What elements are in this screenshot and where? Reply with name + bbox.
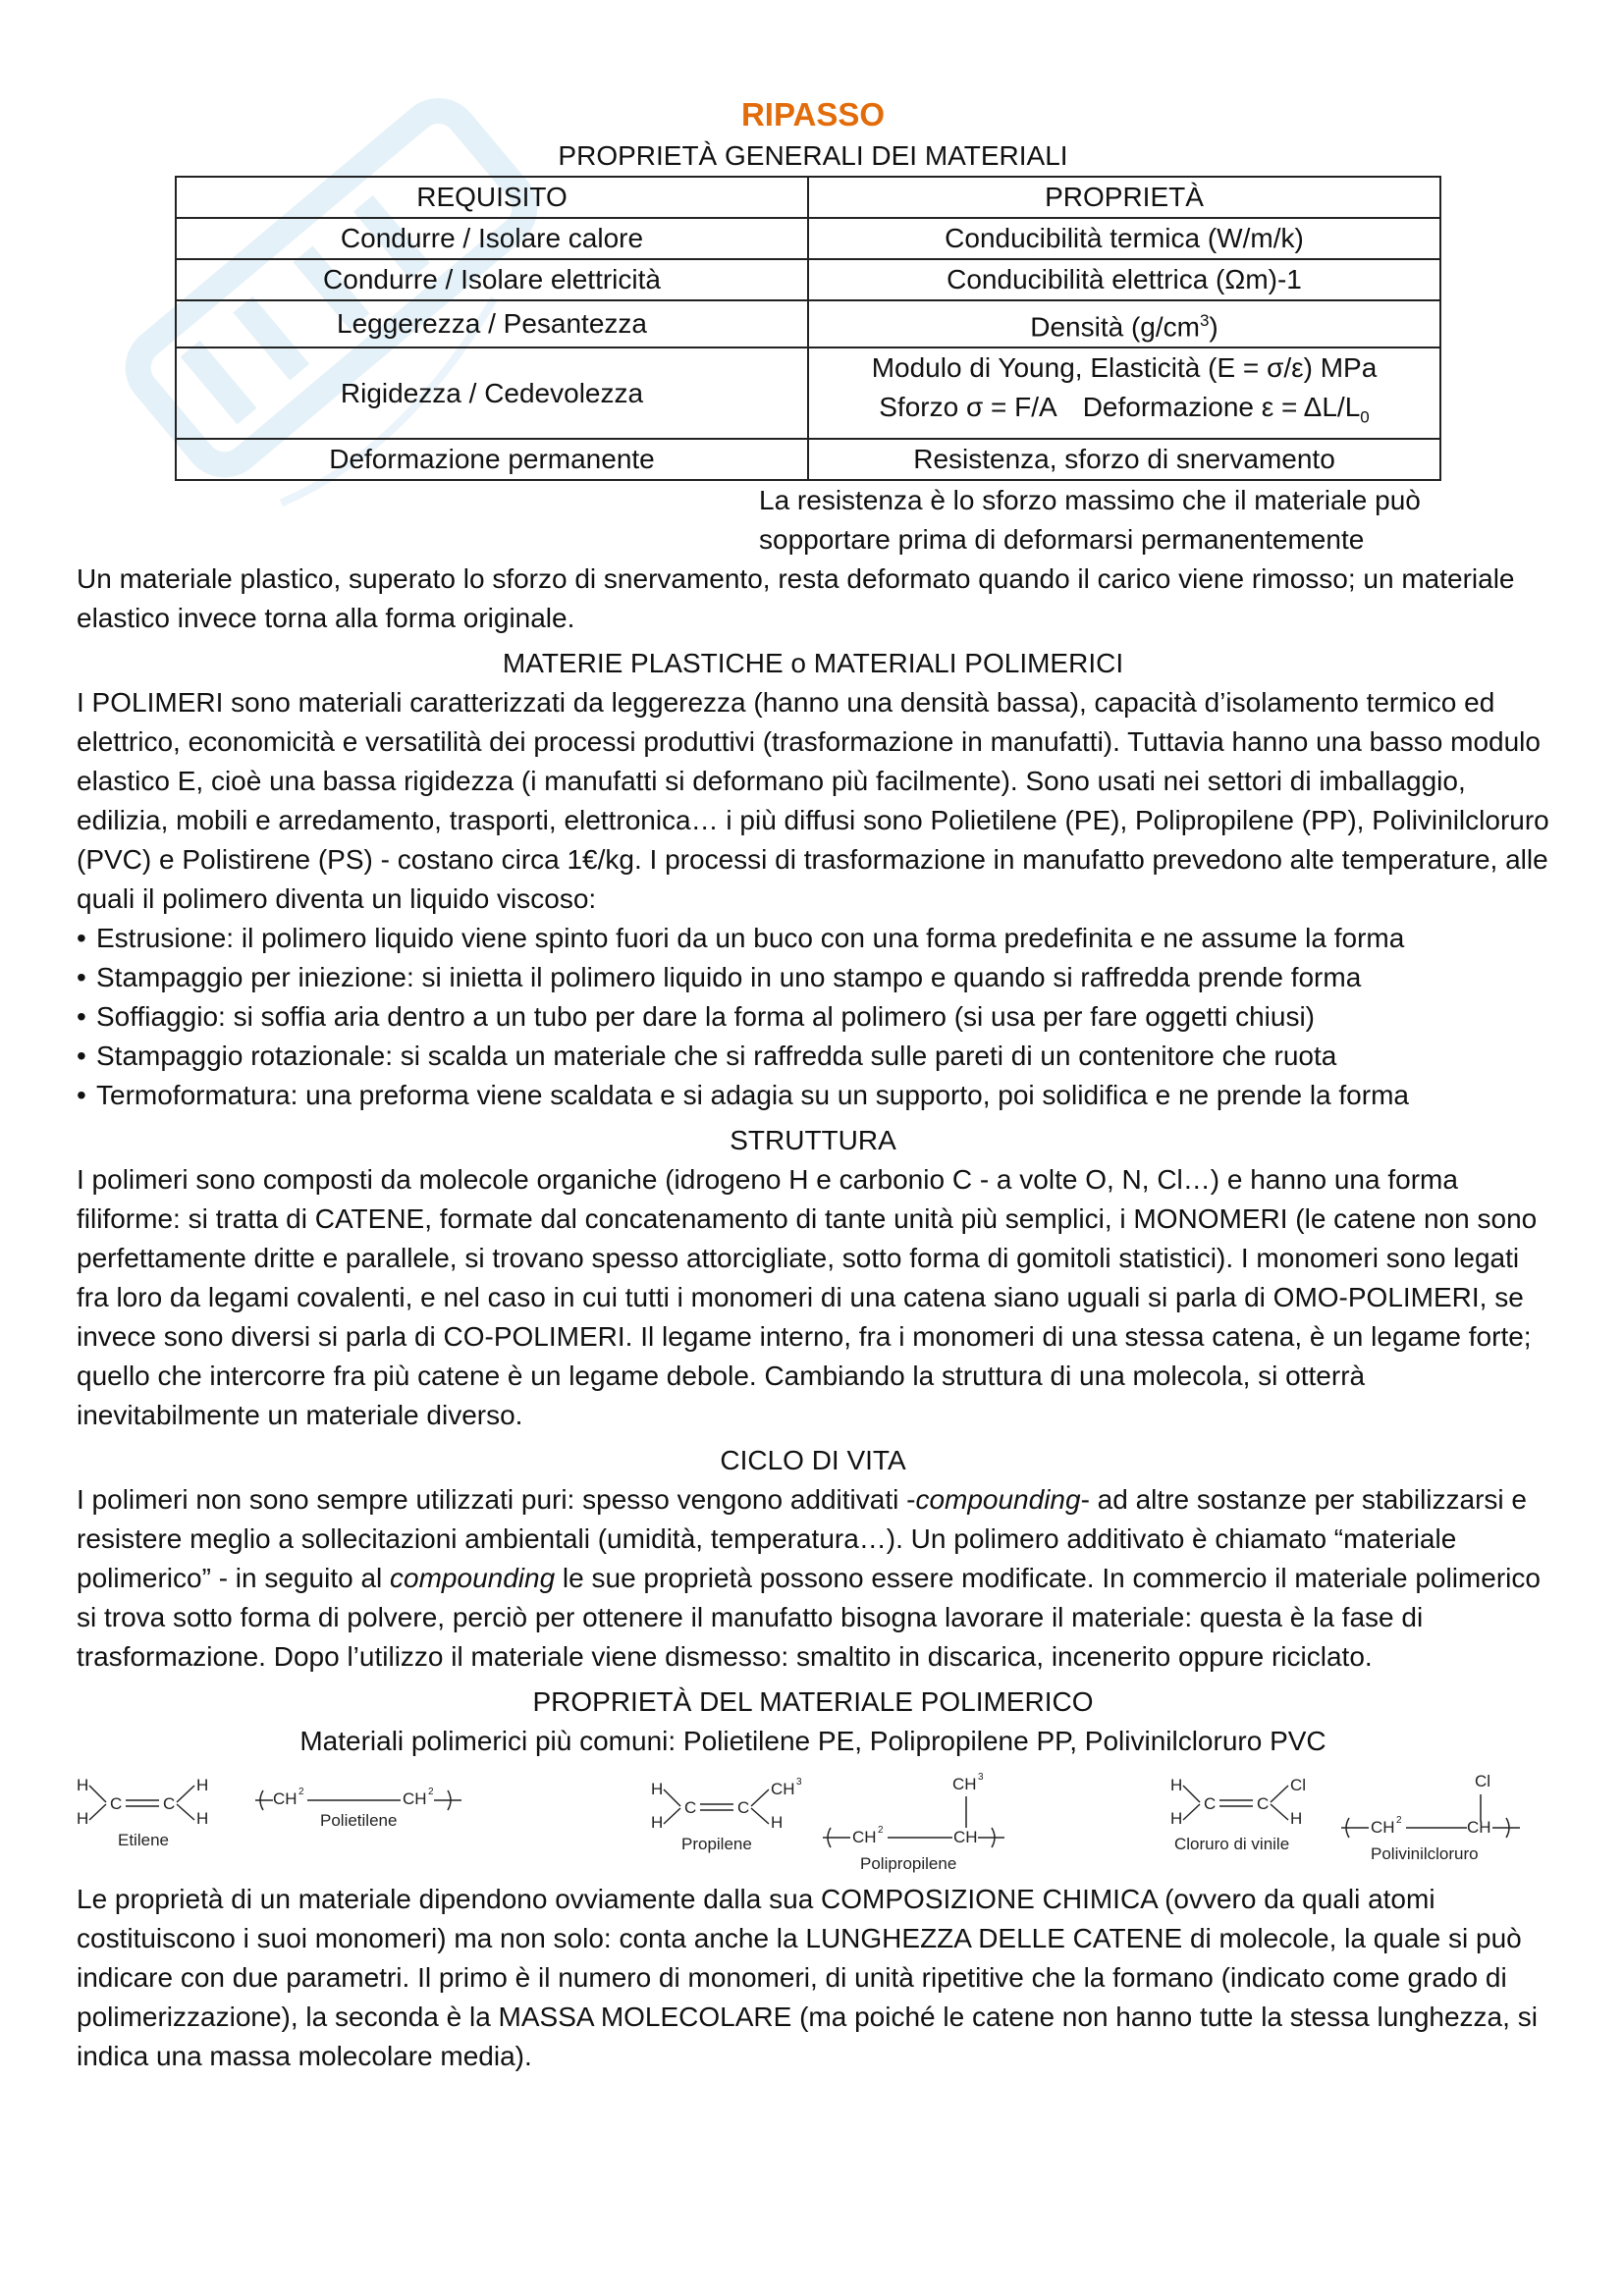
polipropilene-label: Polipropilene (860, 1853, 957, 1873)
atom-h: H (77, 1775, 89, 1794)
note-line: La resistenza è lo sforzo massimo che il materiale può (759, 484, 1421, 515)
section-heading-struttura: STRUTTURA (730, 1124, 896, 1155)
list-item (77, 997, 1549, 1037)
atom-c: C (110, 1793, 123, 1813)
processes-list (77, 919, 1549, 1115)
polietilene-formula (255, 1787, 461, 1830)
properties-table (175, 176, 1441, 481)
atom-c: C (737, 1797, 750, 1817)
polipropilene-formula (823, 1772, 1004, 1873)
ciclo-text: - ad altre sostanze per stabilizzarsi e resistere meglio a sollecitazioni ambientali (umidità, temperatura…). Un polimero additivato è chiamato “materiale polimerico” - in seguito al (77, 1483, 1527, 1593)
bullet-dot: • (77, 961, 86, 992)
list-item (77, 1037, 1549, 1076)
page-title: RIPASSO (740, 96, 886, 133)
atom-h: H (196, 1808, 209, 1828)
group-ch: CH (852, 1827, 877, 1846)
etilene-label: Etilene (118, 1830, 169, 1849)
list-item (77, 1076, 1549, 1115)
group-ch3: CH (771, 1779, 795, 1798)
cloruro-label: Cloruro di vinile (1174, 1834, 1290, 1853)
list-item-text: Estrusione: il polimero liquido viene spinto fuori da un buco con una forma predefinita e ne assume la forma (96, 922, 1405, 953)
group-ch: CH (403, 1789, 427, 1808)
atom-c: C (1204, 1793, 1217, 1813)
group-ch: CH (1467, 1817, 1491, 1837)
list-item-text: Stampaggio per iniezione: si inietta il polimero liquido in uno stampo e quando si raffredda prende forma (96, 961, 1362, 992)
subscript: 2 (1396, 1814, 1402, 1826)
bullet-dot: • (77, 1040, 86, 1071)
table-row (176, 218, 1440, 259)
polimeri-paragraph: I POLIMERI sono materiali caratterizzati da leggerezza (hanno una densità bassa), capacità d’isolamento termico ed elettrico, economicità e versatilità dei processi produttivi (trasformazione in manufatti). Tuttavia hanno una basso modulo elastico E, cioè una bassa rigidezza (i manufatti si deformano più facilmente). Sono usati nei settori di imballaggio, edilizia, mobili e arredamento, trasporti, elettronica… i più diffusi sono Polietilene (PE), Polipropilene (PP), Polivinilcloruro (PVC) e Polistirene (PS) - costano circa 1€/kg. I processi di trasformazione in manufatto prevedono alte temperature, alle quali il polimero diventa un liquido viscoso: (77, 686, 1549, 914)
atom-c: C (684, 1797, 697, 1817)
table-row (176, 439, 1440, 480)
note-line: sopportare prima di deformarsi permanentemente (759, 523, 1365, 555)
header-requisito: REQUISITO (176, 177, 808, 218)
ciclo-paragraph (77, 1480, 1549, 1677)
table-heading: PROPRIETÀ GENERALI DEI MATERIALI (558, 140, 1068, 171)
proprieta-paragraph: Le proprietà di un materiale dipendono ovviamente dalla sua COMPOSIZIONE CHIMICA (ovvero da quali atomi costituiscono i suoi monomeri) ma non solo: conta anche la LUNGHEZZA DELLE CATENE di molecole, la quale si può indicare con due parametri. Il primo è il numero di monomeri, di unità ripetitive che la formano (indicato come grado di polimerizzazione), la seconda è la MASSA MOLECOLARE (ma poiché le catene non hanno tutte la stessa lunghezza, si indica una massa molecolare media). (77, 1883, 1538, 2071)
atom-h: H (196, 1775, 209, 1794)
bullet-dot: • (77, 1079, 86, 1110)
stress-text: Sforzo σ = F/A (879, 392, 1057, 423)
bullet-dot: • (77, 922, 86, 953)
resistance-note (759, 481, 1549, 560)
stress-strain-line (815, 388, 1434, 438)
proprieta-cell: Resistenza, sforzo di snervamento (808, 439, 1440, 480)
atom-h: H (1290, 1808, 1303, 1828)
cloruro-vinile-formula (1170, 1776, 1306, 1853)
struttura-paragraph: I polimeri sono composti da molecole organiche (idrogeno H e carbonio C - a volte O, N, Cl…) e hanno una forma filiforme: si tratta di CATENE, formate dal concatenamento di tante unità più semplici, i MONOMERI (le catene non sono perfettamente dritte e parallele, si trovano spesso attorcigliate, sotto forma di gomitoli statistici). I monomeri sono legati fra loro da legami covalenti, e nel caso in cui tutti i monomeri di una catena siano uguali si parla di OMO-POLIMERI, se invece sono diversi si parla di CO-POLIMERI. Il legame interno, fra i monomeri di una stessa catena, è un legame forte; quello che intercorre fra più catene è un legame debole. Cambiando la struttura di una molecola, si otterrà inevitabilmente un materiale diverso. (77, 1163, 1538, 1430)
requisito-cell: Leggerezza / Pesantezza (176, 300, 808, 347)
list-item-text: Termoformatura: una preforma viene scaldata e si adagia su un supporto, poi solidifica e ne prende la forma (96, 1079, 1409, 1110)
atom-h: H (651, 1779, 664, 1798)
list-item-text: Stampaggio rotazionale: si scalda un materiale che si raffredda sulle pareti di un contenitore che ruota (96, 1040, 1337, 1071)
group-ch: CH (273, 1789, 298, 1808)
list-item (77, 919, 1549, 958)
atom-h: H (771, 1812, 784, 1832)
polietilene-label: Polietilene (320, 1810, 398, 1830)
etilene-formula (77, 1776, 208, 1849)
polivinilcloruro-formula (1341, 1772, 1520, 1863)
list-item (77, 958, 1549, 997)
propilene-label: Propilene (681, 1834, 752, 1853)
polivinilcloruro-label: Polivinilcloruro (1371, 1843, 1479, 1863)
group-ch: CH (953, 1827, 978, 1846)
subscript: 2 (298, 1786, 304, 1797)
young-modulus-text: Modulo di Young, Elasticità (E = σ/ε) MPa (871, 352, 1378, 384)
section-heading-polimeri: MATERIE PLASTICHE o MATERIALI POLIMERICI (502, 647, 1124, 678)
density-text: Densità (g/cm (1030, 311, 1200, 343)
proprieta-cell: Conducibilità elettrica (Ωm)-1 (808, 259, 1440, 300)
subscript: 2 (428, 1786, 434, 1797)
atom-c: C (163, 1793, 176, 1813)
group-ch3: CH (952, 1774, 977, 1793)
proprieta-cell: Conducibilità termica (W/m/k) (808, 218, 1440, 259)
proprieta-cell (808, 300, 1440, 347)
table-header-row (176, 177, 1440, 218)
requisito-cell: Condurre / Isolare elettricità (176, 259, 808, 300)
plastic-elastic-paragraph: Un materiale plastico, superato lo sforzo di snervamento, resta deformato quando il carico viene rimosso; un materiale elastico invece torna alla forma originale. (77, 562, 1515, 633)
atom-h: H (1170, 1808, 1183, 1828)
bullet-dot: • (77, 1000, 86, 1032)
chemical-formulas (77, 1767, 1549, 1880)
header-proprieta: PROPRIETÀ (808, 177, 1440, 218)
atom-cl: Cl (1290, 1775, 1307, 1794)
requisito-cell: Condurre / Isolare calore (176, 218, 808, 259)
ciclo-text: le sue proprietà possono essere modificate. In commercio il materiale polimerico si trova sotto forma di polvere, perciò per ottenere il manufatto bisogna lavorare il materiale: questa è la fase di trasformazione. Dopo l’utilizzo il materiale viene dismesso: smaltito in discarica, incenerito oppure riciclato. (77, 1562, 1541, 1672)
density-close: ) (1209, 311, 1218, 343)
section-heading-ciclo: CICLO DI VITA (720, 1444, 906, 1475)
subscript: 2 (878, 1824, 884, 1836)
ciclo-italic: compounding (390, 1562, 556, 1593)
density-exponent: 3 (1199, 311, 1210, 330)
table-row (176, 347, 1440, 439)
section-heading-proprieta: PROPRIETÀ DEL MATERIALE POLIMERICO (532, 1685, 1094, 1717)
list-item-text: Soffiaggio: si soffia aria dentro a un tubo per dare la forma al polimero (si usa per fare oggetti chiusi) (96, 1000, 1315, 1032)
group-ch: CH (1371, 1817, 1395, 1837)
polymers-subheading: Materiali polimerici più comuni: Polietilene PE, Polipropilene PP, Polivinilcloruro PVC (299, 1725, 1326, 1756)
ciclo-text: I polimeri non sono sempre utilizzati puri: spesso vengono additivati - (77, 1483, 916, 1515)
proprieta-cell (808, 347, 1440, 439)
requisito-cell: Rigidezza / Cedevolezza (176, 347, 808, 439)
table-row (176, 259, 1440, 300)
table-row (176, 300, 1440, 347)
subscript: 3 (796, 1776, 802, 1788)
atom-h: H (77, 1808, 89, 1828)
atom-cl: Cl (1475, 1771, 1491, 1790)
ciclo-italic: compounding (915, 1483, 1081, 1515)
strain-subscript: 0 (1360, 407, 1370, 427)
propilene-formula (651, 1777, 802, 1853)
requisito-cell: Deformazione permanente (176, 439, 808, 480)
atom-c: C (1257, 1793, 1270, 1813)
strain-text: Deformazione ε = ΔL/L (1082, 392, 1361, 423)
atom-h: H (651, 1812, 664, 1832)
atom-h: H (1170, 1775, 1183, 1794)
subscript: 3 (978, 1771, 984, 1783)
document-page (77, 93, 1549, 2076)
